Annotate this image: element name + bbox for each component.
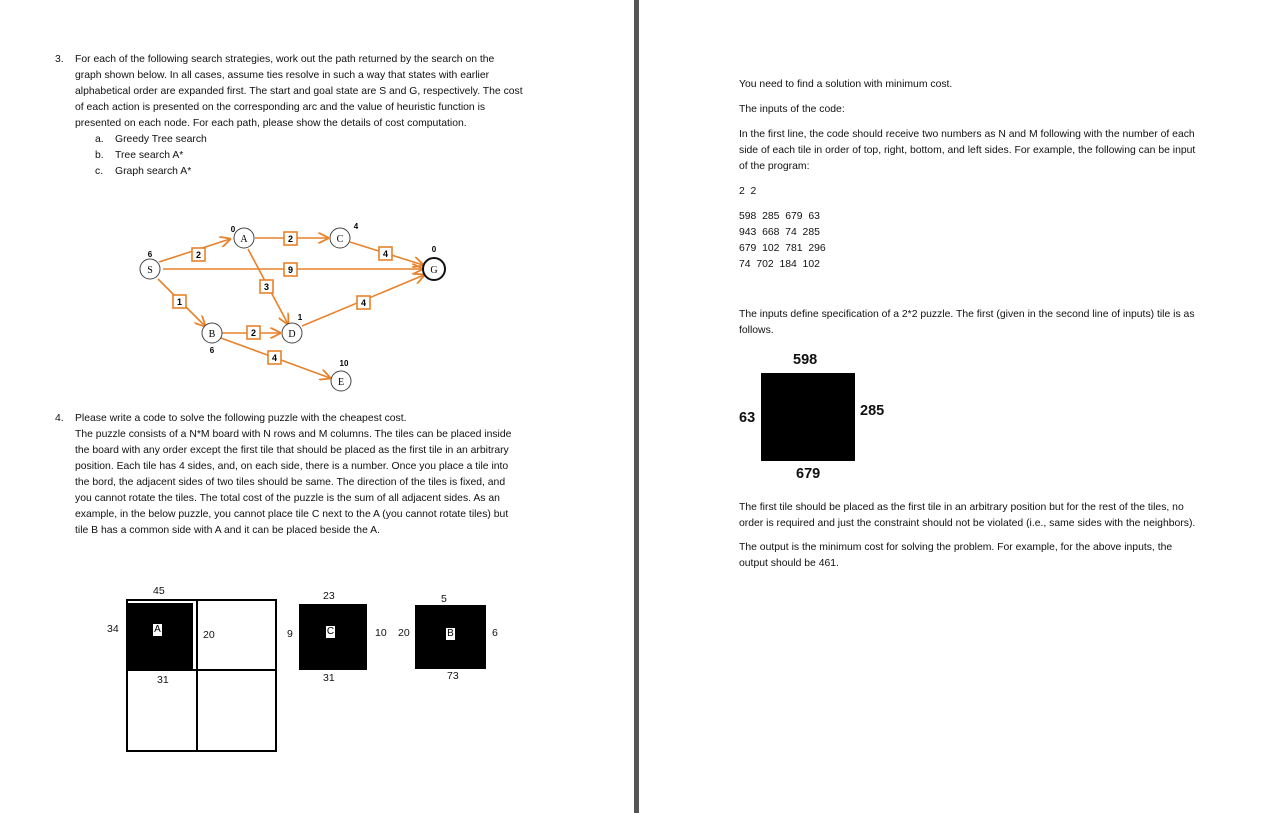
svg-text:4: 4 — [353, 222, 359, 231]
edge-cost-b-e — [268, 351, 281, 364]
board-cell — [196, 669, 277, 752]
tile-a-left: 34 — [107, 623, 119, 635]
tile-b-letter: B — [447, 628, 454, 639]
tile-a-bottom: 31 — [157, 674, 169, 686]
svg-text:E: E — [337, 377, 345, 388]
tile-a-right: 20 — [203, 629, 215, 641]
list-marker: c. — [95, 166, 104, 177]
input-row: 679 102 781 296 — [739, 243, 826, 254]
example-tile-left: 63 — [739, 410, 756, 426]
question-3-number: 3. — [55, 54, 64, 65]
paragraph-line: The output is the minimum cost for solving the problem. For example, for the above inputs, the — [739, 542, 1173, 553]
question-4 — [55, 411, 615, 539]
tile-c-bottom: 31 — [323, 672, 335, 684]
q4-line: The puzzle consists of a N*M board with N rows and M columns. The tiles can be placed inside — [75, 429, 512, 440]
edge-cost-s-a — [192, 248, 205, 261]
paragraph — [739, 307, 1195, 339]
edge-cost-c-g — [379, 247, 392, 260]
tile-c-top: 23 — [323, 590, 335, 602]
input-tile-rows — [739, 209, 826, 273]
right-page — [640, 0, 1287, 813]
paragraph: You need to find a solution with minimum cost. — [739, 79, 953, 90]
svg-text:3: 3 — [263, 282, 270, 292]
graph-node-a — [231, 225, 254, 248]
paragraph: The inputs of the code: — [739, 104, 845, 115]
question-4-number: 4. — [55, 413, 64, 424]
tile-c-right: 10 — [375, 627, 387, 639]
svg-text:D: D — [288, 329, 296, 340]
q4-line: example, in the below puzzle, you cannot place tile C next to the A (you cannot rotate tiles) but — [75, 509, 509, 520]
paragraph — [739, 500, 1195, 532]
svg-text:G: G — [430, 265, 438, 276]
svg-text:S: S — [147, 265, 153, 276]
paragraph — [739, 127, 1195, 175]
paragraph-line: The first tile should be placed as the first tile in an arbitrary position but for the rest of the tiles, no — [739, 502, 1184, 513]
list-item-text: Graph search A* — [115, 166, 192, 177]
input-row: 598 285 679 63 — [739, 211, 820, 222]
paragraph-line: The inputs define specification of a 2*2 puzzle. The first (given in the second line of inputs) tile is as — [739, 309, 1195, 320]
svg-text:6: 6 — [209, 346, 215, 355]
svg-text:2: 2 — [250, 328, 257, 338]
svg-text:10: 10 — [339, 359, 349, 368]
tile-c-letter: C — [326, 626, 335, 637]
tile-b-bottom: 73 — [447, 670, 459, 682]
input-first-line: 2 2 — [739, 186, 757, 197]
example-tile-top: 598 — [793, 352, 818, 368]
svg-text:6: 6 — [147, 250, 153, 259]
edge-cost-s-g — [284, 263, 297, 276]
paragraph-line: of the program: — [739, 161, 810, 172]
q3-line: graph shown below. In all cases, assume ties resolve in such a way that states with earlier — [75, 70, 490, 81]
svg-text:4: 4 — [271, 353, 278, 363]
svg-text:2: 2 — [287, 234, 294, 244]
example-tile-right: 285 — [860, 403, 885, 419]
tile-b-top: 5 — [441, 593, 447, 605]
paragraph-line: In the first line, the code should receive two numbers as N and M following with the number of each — [739, 129, 1195, 140]
q4-line: the board with any order except the first tile that should be placed as the first tile in an arbitrary — [75, 445, 509, 456]
tile-a-letter: A — [154, 624, 161, 635]
input-row: 74 702 184 102 — [739, 259, 820, 270]
tile-b-right: 6 — [492, 627, 498, 639]
edge-cost-b-d — [247, 326, 260, 339]
edge-cost-a-d — [260, 280, 273, 293]
q3-line: For each of the following search strategies, work out the path returned by the search on the — [75, 54, 495, 65]
svg-text:A: A — [240, 234, 248, 245]
q3-line: presented on each node. For each path, please show the details of cost computation. — [75, 118, 467, 129]
paragraph-line: output should be 461. — [739, 558, 839, 569]
example-tile-body — [761, 373, 855, 461]
svg-text:C: C — [336, 234, 344, 245]
q4-line: you cannot rotate the tiles. The total cost of the puzzle is the sum of all adjacent sides. As an — [75, 493, 500, 504]
tile-a-body — [128, 603, 193, 669]
svg-text:0: 0 — [230, 225, 236, 234]
page-divider — [634, 0, 639, 813]
q3-line: of each action is presented on the corresponding arc and the value of heuristic function is — [75, 102, 486, 113]
graph-node-g — [423, 245, 445, 280]
tile-a-top: 45 — [153, 585, 165, 597]
list-item-text: Tree search A* — [115, 150, 184, 161]
svg-text:2: 2 — [195, 250, 202, 260]
q4-line: tile B has a common side with A and it can be placed beside the A. — [75, 525, 380, 536]
paragraph-line: follows. — [739, 325, 774, 336]
paragraph-line: side of each tile in order of top, right, bottom, and left sides. For example, the following can be input — [739, 145, 1196, 156]
paragraph-line: order is required and just the constraint should not be violated (i.e., same sides with the neighbors). — [739, 518, 1196, 529]
list-item-text: Greedy Tree search — [115, 134, 207, 145]
svg-text:1: 1 — [176, 297, 183, 307]
edge-cost-d-g — [357, 296, 370, 309]
left-page — [0, 0, 634, 813]
tile-b-left: 20 — [398, 627, 410, 639]
edge-cost-s-b — [173, 295, 186, 308]
q4-line: position. Each tile has 4 sides, and, on each side, there is a number. Once you place a tile into — [75, 461, 509, 472]
graph-node-e — [331, 359, 351, 391]
svg-text:B: B — [208, 329, 216, 340]
q4-line: the bord, the adjacent sides of two tiles should be same. The direction of the tiles is fixed, and — [75, 477, 506, 488]
svg-text:4: 4 — [382, 249, 389, 259]
example-tile-bottom: 679 — [796, 466, 821, 482]
svg-text:1: 1 — [297, 313, 303, 322]
svg-text:4: 4 — [360, 298, 367, 308]
tile-c-left: 9 — [287, 628, 293, 640]
graph-node-b — [202, 323, 222, 355]
list-marker: a. — [95, 134, 104, 145]
q3-line: alphabetical order are expanded first. The start and goal state are S and G, respectively. The cost — [75, 86, 523, 97]
svg-text:9: 9 — [287, 265, 294, 275]
search-graph — [0, 0, 634, 400]
edge-cost-a-c — [284, 232, 297, 245]
q4-line: Please write a code to solve the following puzzle with the cheapest cost. — [75, 413, 407, 424]
paragraph — [739, 540, 1172, 572]
input-row: 943 668 74 285 — [739, 227, 820, 238]
graph-node-s — [140, 250, 160, 279]
svg-text:0: 0 — [431, 245, 437, 254]
list-marker: b. — [95, 150, 104, 161]
